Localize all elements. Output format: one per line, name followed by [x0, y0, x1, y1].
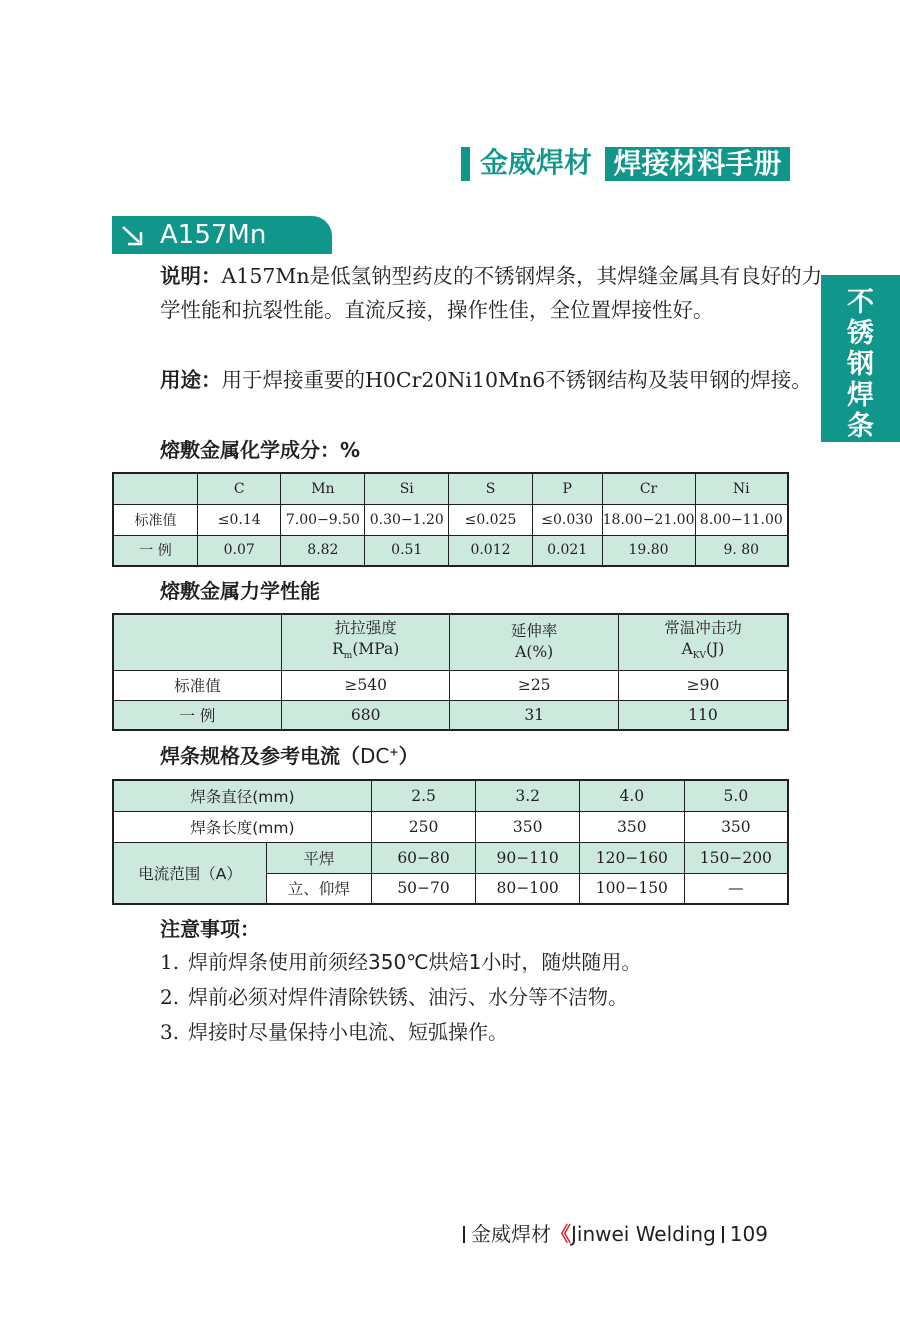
row-label: 焊条长度(mm) — [113, 811, 371, 842]
description-label: 说明： — [160, 264, 222, 288]
table-cell: 5.0 — [684, 780, 788, 811]
chem-table — [112, 472, 789, 567]
description-paragraph — [112, 259, 840, 327]
header-unit: A(%) — [515, 643, 554, 662]
table-cell: 2.5 — [371, 780, 476, 811]
double-chevron-icon: 《 — [551, 1222, 571, 1246]
spec-table — [112, 779, 789, 905]
row-label: 标准值 — [113, 670, 281, 700]
header-unit: $A_{KV}(J)$ — [681, 639, 725, 661]
side-tab-char: 锈 — [847, 318, 874, 349]
product-code: A157Mn — [160, 220, 267, 250]
table-cell: 3.2 — [476, 780, 580, 811]
row-label: 焊条直径(mm) — [113, 780, 371, 811]
page-footer — [463, 1219, 768, 1249]
page-number: 109 — [729, 1222, 768, 1246]
table-cell: ≤0.14 — [197, 504, 280, 535]
table-cell: 9. 80 — [695, 535, 788, 566]
table-cell: 18.00−21.00 — [602, 504, 695, 535]
usage-text: 用于焊接重要的H0Cr20Ni10Mn6不锈钢结构及装甲钢的焊接。 — [221, 368, 812, 392]
table-cell: 60−80 — [371, 842, 476, 873]
table-header-cell: P — [532, 473, 602, 504]
footer-divider — [722, 1226, 724, 1243]
table-cell: ≤0.025 — [449, 504, 533, 535]
table-cell: 4.0 — [579, 780, 684, 811]
description-text: A157Mn是低氢钠型药皮的不锈钢焊条，其焊缝金属具有良好的力学性能和抗裂性能。直流反接，操作性佳，全位置焊接性好。 — [160, 264, 823, 322]
header-accent-bar — [461, 147, 470, 181]
table-cell: 31 — [450, 700, 618, 730]
footer-divider — [463, 1226, 465, 1243]
row-sublabel: 立、仰焊 — [267, 873, 372, 904]
mech-table — [112, 613, 789, 731]
header-name: 常温冲击功 — [664, 618, 742, 637]
table-row — [113, 700, 788, 730]
table-row — [113, 670, 788, 700]
usage-paragraph — [112, 363, 840, 397]
product-title-banner — [112, 216, 332, 254]
list-item: 2. 焊前必须对焊件清除铁锈、油污、水分等不洁物。 — [160, 985, 628, 1009]
table-row — [113, 780, 788, 811]
row-label: 一 例 — [113, 700, 281, 730]
table-cell: 120−160 — [579, 842, 684, 873]
table-header-cell: Ni — [695, 473, 788, 504]
header-brand: 金威焊材 — [480, 146, 593, 179]
list-item: 3. 焊接时尽量保持小电流、短弧操作。 — [160, 1020, 508, 1044]
table-cell: 350 — [684, 811, 788, 842]
table-header-row — [113, 614, 788, 670]
header-name: 抗拉强度 — [334, 618, 397, 637]
table-cell: 90−110 — [476, 842, 580, 873]
side-tab-char: 焊 — [847, 380, 874, 411]
table-cell: 0.07 — [197, 535, 280, 566]
table-cell: 100−150 — [579, 873, 684, 904]
list-item: 1. 焊前焊条使用前须经350℃烘焙1小时，随烘随用。 — [160, 950, 642, 974]
table-cell — [113, 614, 281, 670]
footer-brand: 金威焊材 — [471, 1222, 551, 1246]
table-cell: ≤0.030 — [532, 504, 602, 535]
header-unit: $R_m(MPa)$ — [332, 639, 400, 661]
table-header-cell: C — [197, 473, 280, 504]
mech-title: 熔敷金属力学性能 — [160, 579, 320, 603]
table-header-cell — [450, 614, 618, 670]
table-cell: ≥25 — [450, 670, 618, 700]
table-cell: 19.80 — [602, 535, 695, 566]
table-cell: 680 — [281, 700, 450, 730]
table-cell: 110 — [618, 700, 788, 730]
side-tab-char: 条 — [847, 411, 874, 442]
table-cell: ≥540 — [281, 670, 450, 700]
table-row — [113, 504, 788, 535]
table-cell: 350 — [579, 811, 684, 842]
table-row — [113, 811, 788, 842]
table-cell: 250 — [371, 811, 476, 842]
row-label: 电流范围（A） — [113, 842, 267, 904]
table-cell: ≥90 — [618, 670, 788, 700]
table-header-cell: S — [449, 473, 533, 504]
table-header-cell: Cr — [602, 473, 695, 504]
table-row — [113, 535, 788, 566]
chem-title: 熔敷金属化学成分：% — [160, 438, 361, 462]
row-sublabel: 平焊 — [267, 842, 372, 873]
table-cell: 150−200 — [684, 842, 788, 873]
table-cell: 50−70 — [371, 873, 476, 904]
table-cell: 80−100 — [476, 873, 580, 904]
table-cell — [113, 473, 197, 504]
table-header-cell — [281, 614, 450, 670]
side-tab-char: 钢 — [847, 349, 874, 380]
footer-english: Jinwei Welding — [571, 1222, 716, 1246]
notes-title: 注意事项： — [160, 917, 260, 941]
table-cell: 7.00−9.50 — [281, 504, 365, 535]
table-cell: 8.00−11.00 — [695, 504, 788, 535]
table-header-cell: Si — [365, 473, 449, 504]
table-cell: 0.012 — [449, 535, 533, 566]
table-cell: 0.021 — [532, 535, 602, 566]
table-cell: 350 — [476, 811, 580, 842]
row-label: 标准值 — [113, 504, 197, 535]
table-header-cell — [618, 614, 788, 670]
table-header-cell: Mn — [281, 473, 365, 504]
table-cell: 0.51 — [365, 535, 449, 566]
table-row — [113, 842, 788, 873]
table-header-row — [113, 473, 788, 504]
table-cell: 0.30−1.20 — [365, 504, 449, 535]
header-manual-title: 焊接材料手册 — [605, 147, 790, 181]
row-label: 一 例 — [113, 535, 197, 566]
arrow-down-right-icon — [120, 225, 144, 247]
table-cell: — — [684, 873, 788, 904]
table-cell: 8.82 — [281, 535, 365, 566]
notes-list — [160, 945, 641, 1050]
spec-title: 焊条规格及参考电流（DC+） — [160, 744, 419, 768]
header-name: 延伸率 — [510, 622, 558, 641]
side-tab-char: 不 — [847, 287, 874, 318]
usage-label: 用途： — [160, 368, 222, 392]
spec-title-dc: DC — [360, 744, 390, 768]
